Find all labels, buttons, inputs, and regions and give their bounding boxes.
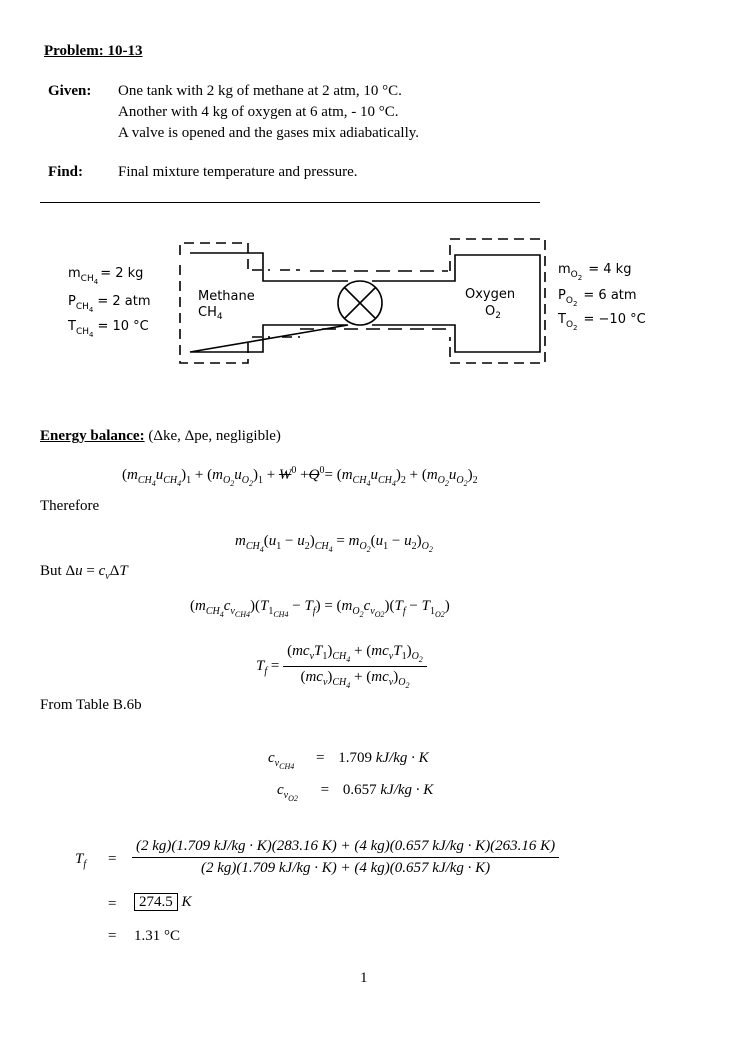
given-label: Given: (48, 83, 92, 99)
oxygen-tank-label: Oxygen (465, 287, 516, 302)
cv-equation: $(m_{CH_4}c_{v_{CH4}})(T_{1_{CH4}} - T_f) = (m_{O_2}c_{v_{O2}})(T_f - T_{1_{O2}})$ (190, 598, 450, 619)
methane-formula: $CH_4$ (198, 305, 223, 322)
tf-numerator: (2 kg)(1.709 kJ/kg · K)(283.16 K) + (4 kg)(0.657 kJ/kg · K)(263.16 K) (132, 838, 559, 858)
mass-energy-equation: $m_{CH_4}(u_1 - u_2)_{CH_4} = m_{O_2}(u_1 - u_2)_{O_2}$ (235, 533, 433, 554)
tf-kelvin-result: 274.5 K (134, 894, 192, 911)
but-line: But $\Delta u = c_v\Delta T$ (40, 563, 128, 582)
right-temperature-label: $T_{O2}= -10$ °C (558, 312, 646, 332)
cv-o2-row: $c_{v_{O2}} = 0.657$ kJ/kg · K (277, 782, 434, 803)
tf-denominator: (2 kg)(1.709 kJ/kg · K) + (4 kg)(0.657 kJ/kg · K) (200, 860, 491, 876)
tf-symbol: $T_f$ (75, 851, 87, 870)
cv-ch4-row: $c_{v_{CH4}} = 1.709$ kJ/kg · K (268, 750, 429, 771)
tank-diagram (0, 225, 730, 385)
equals-2: = (108, 896, 117, 912)
oxygen-formula: $O_2$ (485, 304, 501, 321)
tf-celsius-result: 1.31 °C (134, 928, 181, 944)
equals-1: = (108, 851, 117, 867)
left-mass-label: $m_{CH4}= 2$ kg (68, 266, 144, 286)
methane-tank-label: Methane (198, 289, 255, 304)
from-table-text: From Table B.6b (40, 697, 142, 713)
given-line-2: Another with 4 kg of oxygen at 6 atm, - 10 °C. (118, 104, 399, 120)
tf-formula: $T_f$ = $\frac{(mc_vT_1)_{CH_4} + (mc_vT_1)_{O_2}}{(mc_v)_{CH_4} + (mc_v)_{O_2}}$ (256, 643, 427, 690)
problem-title: Problem: 10-13 (44, 43, 143, 59)
separator-line (40, 202, 540, 203)
find-label: Find: (48, 164, 84, 180)
given-line-3: A valve is opened and the gases mix adiabatically. (118, 125, 420, 141)
tf-calculation (132, 838, 559, 877)
given-line-1: One tank with 2 kg of methane at 2 atm, 10 °C. (118, 83, 402, 99)
page-number: 1 (360, 970, 368, 986)
right-pressure-label: $P_{O2}= 6$ atm (558, 288, 637, 308)
find-text: Final mixture temperature and pressure. (118, 164, 358, 180)
boxed-answer: 274.5 (134, 893, 178, 911)
equals-3: = (108, 928, 117, 944)
left-temperature-label: $T_{CH4}= 10$ °C (68, 319, 149, 339)
therefore-text: Therefore (40, 498, 100, 514)
left-pressure-label: $P_{CH4}= 2$ atm (68, 294, 151, 314)
right-mass-label: $m_{O2}= 4$ kg (558, 262, 632, 282)
energy-balance-heading: Energy balance: (Δke, Δpe, negligible) (40, 428, 281, 444)
energy-equation: $(m_{CH_4}u_{CH_4})_1 + (m_{O_2}u_{O_2})_1 + W^0 +Q^0= (m_{CH_4}u_{CH_4})_2 + (m_{O_2}u_{O_2})_2$ (122, 465, 478, 488)
